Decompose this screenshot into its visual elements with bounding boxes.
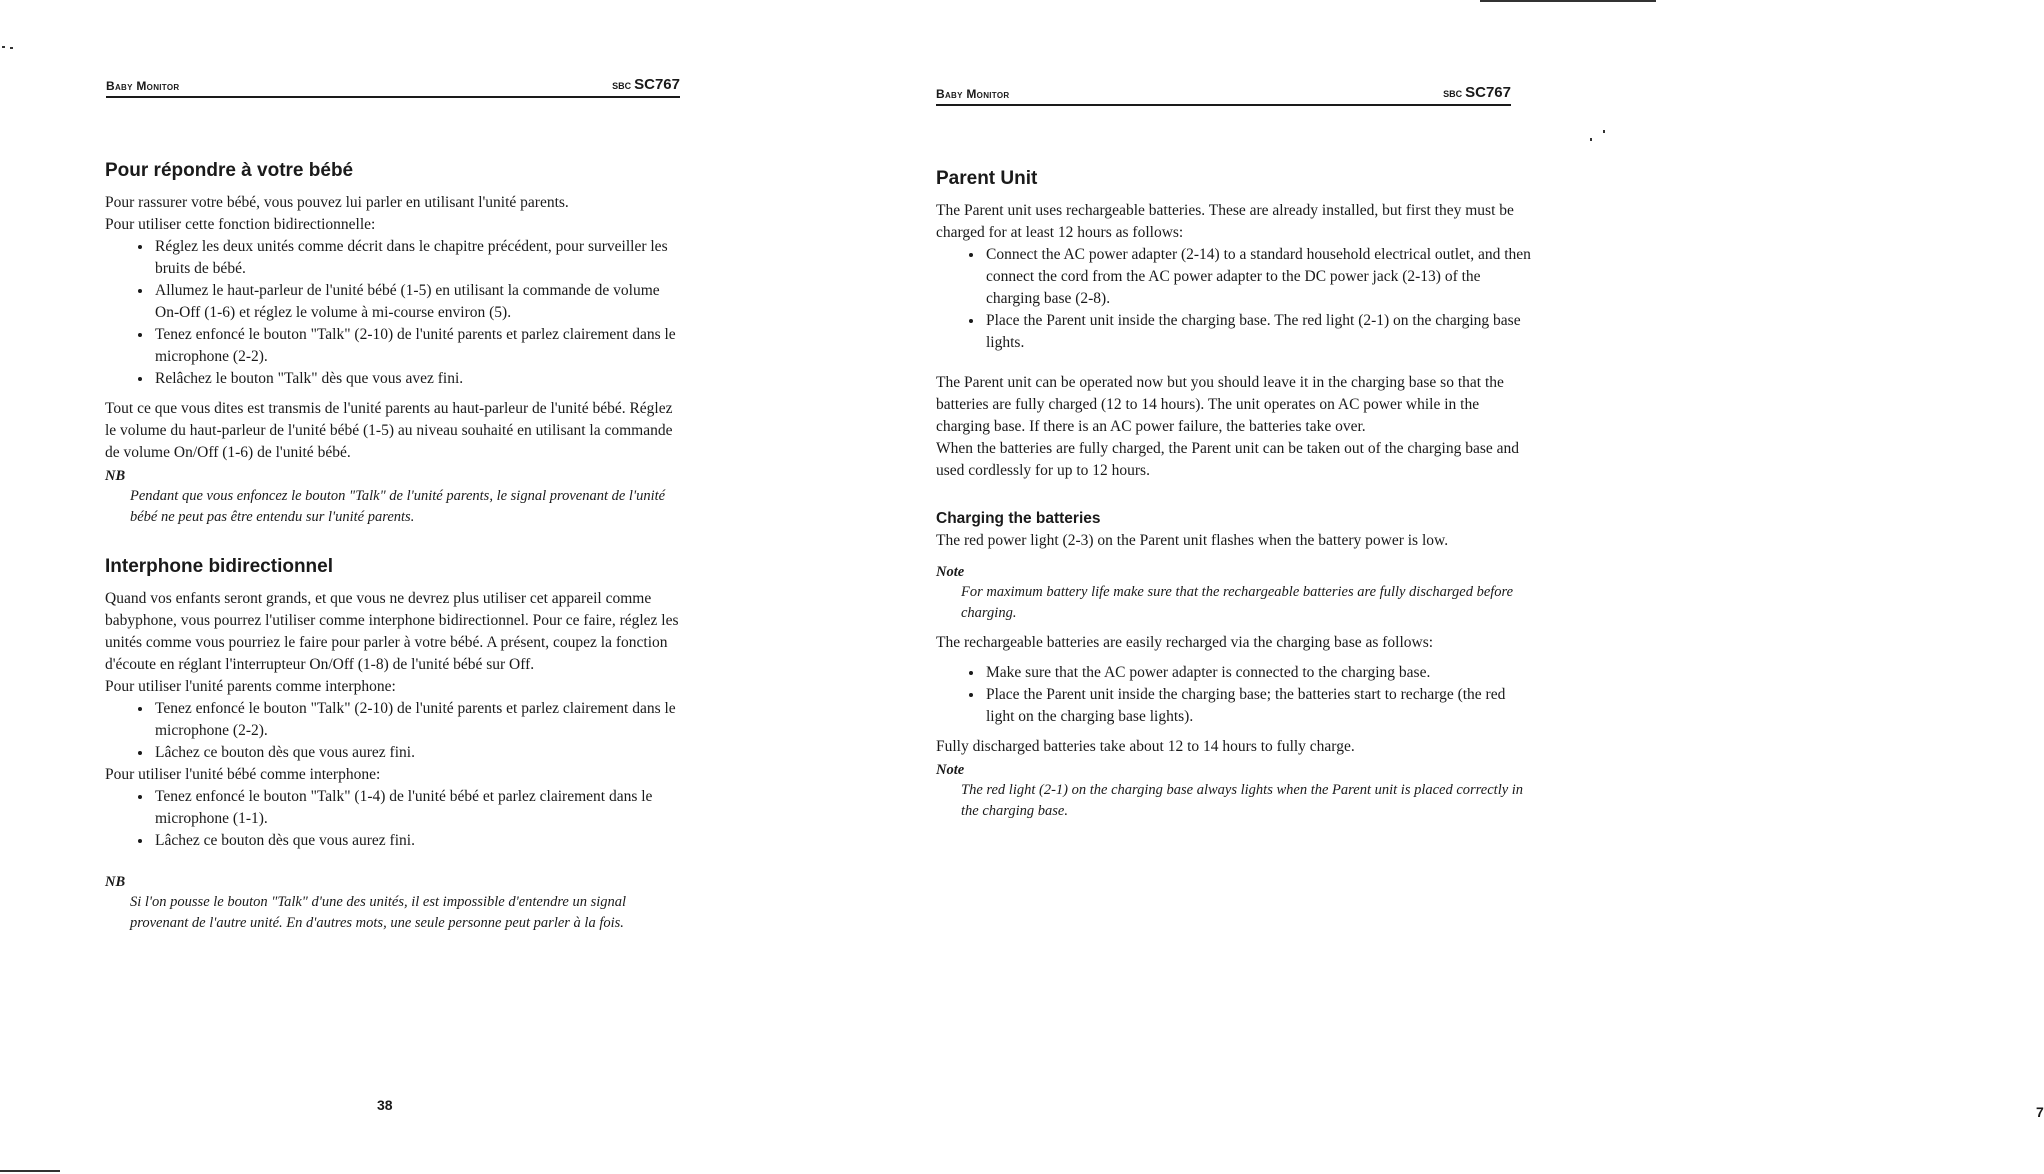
running-header xyxy=(936,78,1511,106)
scan-artifact xyxy=(1603,130,1605,133)
header-model-number: SC767 xyxy=(1465,84,1511,101)
note-text: For maximum battery life make sure that the rechargeable batteries are fully discharged before charging. xyxy=(961,584,1514,621)
note-text: The red light (2-1) on the charging base always lights when the Parent unit is placed correctly in the charging base. xyxy=(961,782,1524,819)
body-paragraph: The Parent unit can be operated now but you should leave it in the charging base so that the batteries are fully charged (12 to 14 hours). The unit operates on AC power while in the charging base. If there is an AC power failure, the batteries take over. xyxy=(936,374,1504,435)
section-heading: Pour répondre à votre bébé xyxy=(105,160,354,181)
intro-line: Pour utiliser l'unité bébé comme interphone: xyxy=(105,766,381,783)
body-paragraph: When the batteries are fully charged, the Parent unit can be taken out of the charging base and used cordlessly for up to 12 hours. xyxy=(936,440,1520,479)
body-paragraph: The red power light (2-3) on the Parent unit flashes when the battery power is low. xyxy=(936,532,1449,549)
scan-artifact xyxy=(1480,0,1656,2)
bullet-item: • Lâchez ce bouton dès que vous aurez fini. xyxy=(153,830,685,852)
note-label: Note xyxy=(936,762,965,778)
intro-line: Pour rassurer votre bébé, vous pouvez lui parler en utilisant l'unité parents. xyxy=(105,194,569,211)
scan-artifact xyxy=(0,1170,60,1172)
left-page-content xyxy=(105,160,685,934)
intro-line: Pour utiliser l'unité parents comme interphone: xyxy=(105,678,396,695)
left-page xyxy=(0,0,828,1174)
header-model-number: SC767 xyxy=(634,76,680,93)
bullet-item: • Réglez les deux unités comme décrit dans le chapitre précédent, pour surveiller les bruits de bébé. xyxy=(153,236,685,280)
body-paragraph: Quand vos enfants seront grands, et que vous ne devrez plus utiliser cet appareil comme babyphone, vous pourrez l'utiliser comme interphone bidirectionnel. Pour ce faire, réglez les unités comme vous pourriez le faire pour parler à votre bébé. A présent, coupez la fonction d'écoute en réglant l'interrupteur On/Off (1-8) de l'unité bébé sur Off. xyxy=(105,590,679,673)
nb-label: NB xyxy=(105,468,126,484)
nb-text: Pendant que vous enfoncez le bouton "Talk" de l'unité parents, le signal provenant de l'unité bébé ne peut pas être entendu sur l'unité parents. xyxy=(130,488,666,525)
header-title: Baby Monitor xyxy=(936,87,1010,101)
header-model xyxy=(1443,84,1511,102)
running-header xyxy=(106,70,680,98)
header-model-prefix: SBC xyxy=(612,81,632,91)
bullet-item: • Tenez enfoncé le bouton "Talk" (2-10) de l'unité parents et parlez clairement dans le microphone (2-2). xyxy=(153,698,685,742)
subsection-heading: Charging the batteries xyxy=(936,510,1101,527)
section-heading: Parent Unit xyxy=(936,168,1038,189)
intro-line: The Parent unit uses rechargeable batteries. These are already installed, but first they must be charged for at least 12 hours as follows: xyxy=(936,202,1514,241)
bullet-item: • Tenez enfoncé le bouton "Talk" (2-10) de l'unité parents et parlez clairement dans le microphone (2-2). xyxy=(153,324,685,368)
bullet-list xyxy=(936,244,1536,354)
page-number: 7 xyxy=(2036,1104,2044,1120)
header-title: Baby Monitor xyxy=(106,79,180,93)
note-label: Note xyxy=(936,564,965,580)
right-page-content xyxy=(936,168,1536,822)
bullet-item: • Allumez le haut-parleur de l'unité bébé (1-5) en utilisant la commande de volume On-Off (1-6) et réglez le volume à mi-course environ (5). xyxy=(153,280,685,324)
bullet-list xyxy=(936,662,1536,728)
bullet-item: • Make sure that the AC power adapter is connected to the charging base. xyxy=(984,662,1536,684)
bullet-item: • Place the Parent unit inside the charging base; the batteries start to recharge (the red light on the charging base lights). xyxy=(984,684,1536,728)
scan-artifact xyxy=(2,46,5,48)
header-model-prefix: SBC xyxy=(1443,89,1463,99)
bullet-item: • Tenez enfoncé le bouton "Talk" (1-4) de l'unité bébé et parlez clairement dans le microphone (1-1). xyxy=(153,786,685,830)
scan-artifact xyxy=(10,47,13,49)
bullet-list xyxy=(105,786,685,852)
bullet-list xyxy=(105,236,685,390)
bullet-item: • Relâchez le bouton "Talk" dès que vous avez fini. xyxy=(153,368,685,390)
section-heading: Interphone bidirectionnel xyxy=(105,556,334,577)
bullet-item: • Lâchez ce bouton dès que vous aurez fini. xyxy=(153,742,685,764)
body-paragraph: Fully discharged batteries take about 12 to 14 hours to fully charge. xyxy=(936,738,1355,755)
right-page xyxy=(828,0,2044,1174)
body-paragraph: Tout ce que vous dites est transmis de l'unité parents au haut-parleur de l'unité bébé. Réglez le volume du haut-parleur de l'unité bébé (1-5) au niveau souhaité en utilisant la commande de volume On/Off (1-6) de l'unité bébé. xyxy=(105,400,673,461)
bullet-list xyxy=(105,698,685,764)
intro-line: The rechargeable batteries are easily recharged via the charging base as follows: xyxy=(936,634,1434,651)
nb-text: Si l'on pousse le bouton "Talk" d'une des unités, il est impossible d'entendre un signal provenant de l'autre unité. En d'autres mots, une seule personne peut parler à la fois. xyxy=(130,894,627,931)
scan-artifact xyxy=(1590,138,1592,141)
bullet-item: • Connect the AC power adapter (2-14) to a standard household electrical outlet, and then connect the cord from the AC power adapter to the DC power jack (2-13) of the charging base (2-8). xyxy=(984,244,1536,310)
intro-line: Pour utiliser cette fonction bidirectionnelle: xyxy=(105,216,376,233)
page-number: 38 xyxy=(377,1097,393,1113)
header-model xyxy=(612,76,680,94)
bullet-item: • Place the Parent unit inside the charging base. The red light (2-1) on the charging base lights. xyxy=(984,310,1536,354)
nb-label: NB xyxy=(105,874,126,890)
